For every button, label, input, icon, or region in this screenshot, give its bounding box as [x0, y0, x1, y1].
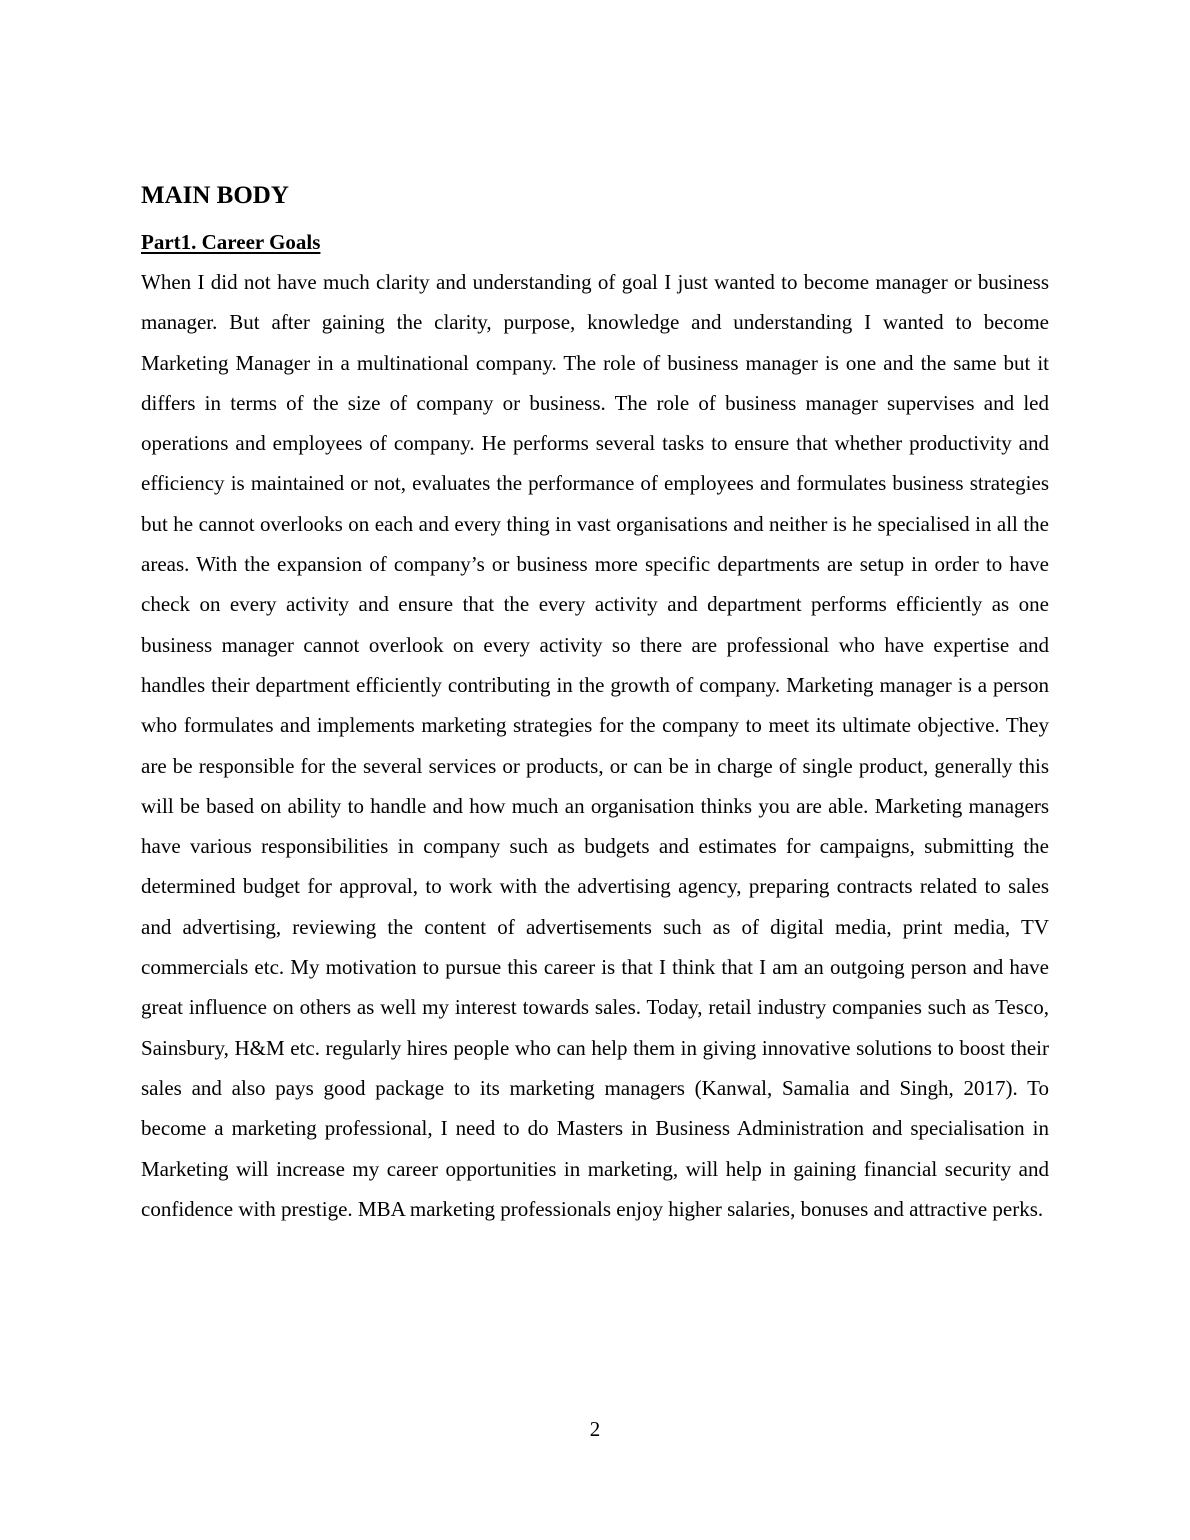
page-number: 2 — [589, 1417, 601, 1441]
body-paragraph: When I did not have much clarity and understanding of goal I just wanted to become manager or business manager. But after gaining the clarity, purpose, knowledge and understanding I wanted to become Marketing Manager in a multinational company. The role of business manager is one and the same but it differs in terms of the size of company or business. The role of business manager supervises and led operations and employees of company. He performs several tasks to ensure that whether productivity and efficiency is maintained or not, evaluates the performance of employees and formulates business strategies but he cannot overlooks on each and every thing in vast organisations and neither is he specialised in all the areas. With the expansion of company’s or business more specific departments are setup in order to have check on every activity and ensure that the every activity and department performs efficiently as one business manager cannot overlook on every activity so there are professional who have expertise and handles their department efficiently contributing in the growth of company. Marketing manager is a person who formulates and implements marketing strategies for the company to meet its ultimate objective. They are be responsible for the several services or products, or can be in charge of single product, generally this will be based on ability to handle and how much an organisation thinks you are able. Marketing managers have various responsibilities in company such as budgets and estimates for campaigns, submitting the determined budget for approval, to work with the advertising agency, preparing contracts related to sales and advertising, reviewing the content of advertisements such as of digital media, print media, TV commercials etc. My motivation to pursue this career is that I think that I am an outgoing person and have great influence on others as well my interest towards sales. Today, retail industry companies such as Tesco, Sainsbury, H&M etc. regularly hires people who can help them in giving innovative solutions to boost their sales and also pays good package to its marketing managers (Kanwal, Samalia and Singh, 2017). To become a marketing professional, I need to do Masters in Business Administration and specialisation in Marketing will increase my career opportunities in marketing, will help in gaining financial security and confidence with prestige. MBA marketing professionals enjoy higher salaries, bonuses and attractive perks. — [141, 270, 1049, 1221]
section-title: Part1. Career Goals — [141, 230, 321, 254]
main-heading: MAIN BODY — [141, 182, 289, 209]
